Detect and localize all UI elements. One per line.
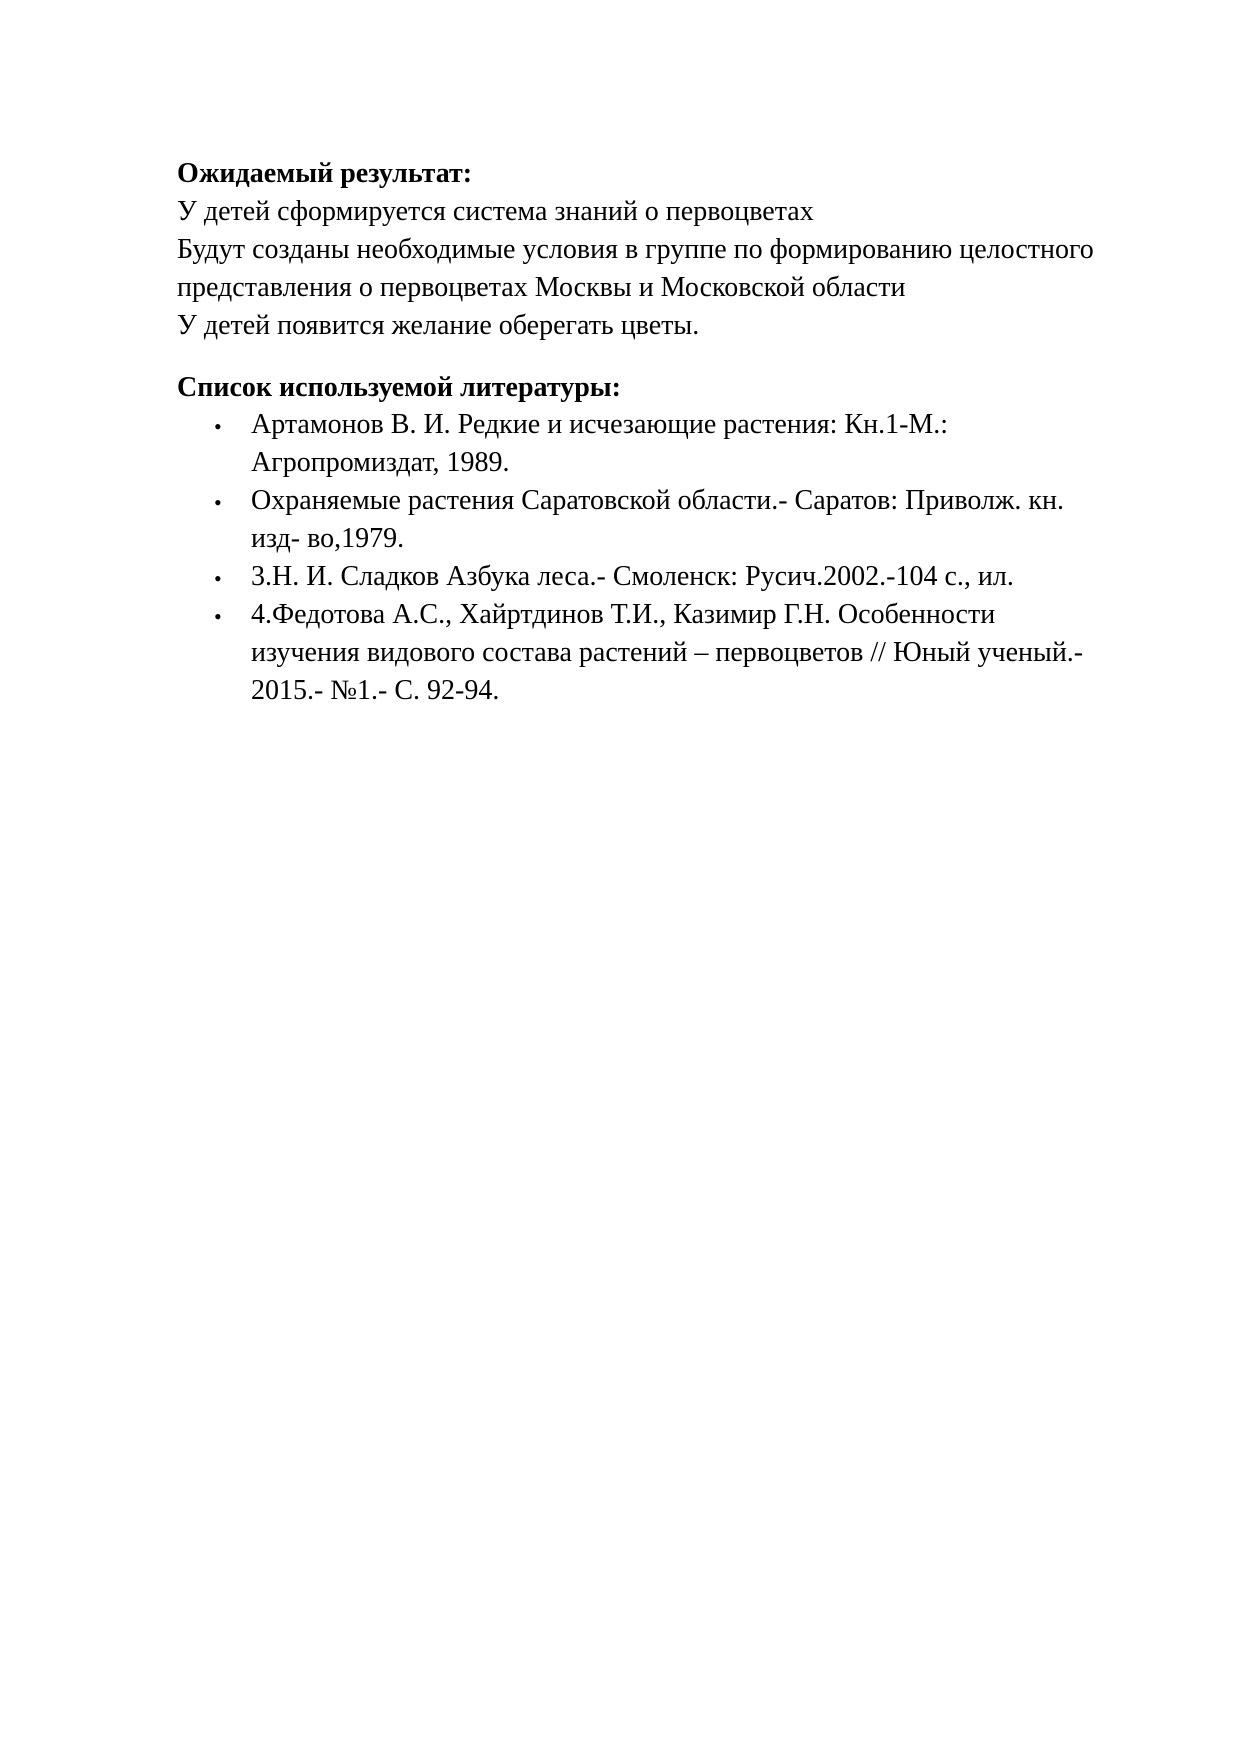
expected-result-line: У детей появится желание оберегать цветы. — [177, 310, 700, 341]
bullet-icon: • — [214, 414, 222, 439]
bibliography-item-line: 4.Федотова А.С., Хайртдинов Т.И., Казимир Г.Н. Особенности — [251, 599, 996, 630]
bibliography-heading: Список используемой литературы: — [177, 372, 621, 403]
bullet-icon: • — [214, 566, 222, 591]
bibliography-item-line: изучения видового состава растений – первоцветов // Юный ученый.- — [251, 637, 1084, 668]
bibliography-item-line: изд- во,1979. — [251, 523, 405, 554]
bibliography-item-line: Артамонов В. И. Редкие и исчезающие растения: Кн.1-М.: — [251, 409, 949, 440]
bibliography-item-line: 2015.- №1.- С. 92-94. — [251, 675, 500, 706]
expected-result-line: представления о первоцветах Москвы и Московской области — [177, 272, 906, 303]
bullet-icon: • — [214, 604, 222, 629]
bullet-icon: • — [214, 490, 222, 515]
bibliography-item-line: Охраняемые растения Саратовской области.- Саратов: Приволж. кн. — [251, 485, 1064, 516]
bibliography-item-line: 3.Н. И. Сладков Азбука леса.- Смоленск: Русич.2002.-104 с., ил. — [251, 561, 1014, 592]
expected-result-heading: Ожидаемый результат: — [177, 158, 473, 189]
bibliography-item-line: Агропромиздат, 1989. — [251, 447, 510, 478]
expected-result-line: У детей сформируется система знаний о первоцветах — [177, 196, 814, 227]
expected-result-line: Будут созданы необходимые условия в группе по формированию целостного — [177, 234, 1094, 265]
